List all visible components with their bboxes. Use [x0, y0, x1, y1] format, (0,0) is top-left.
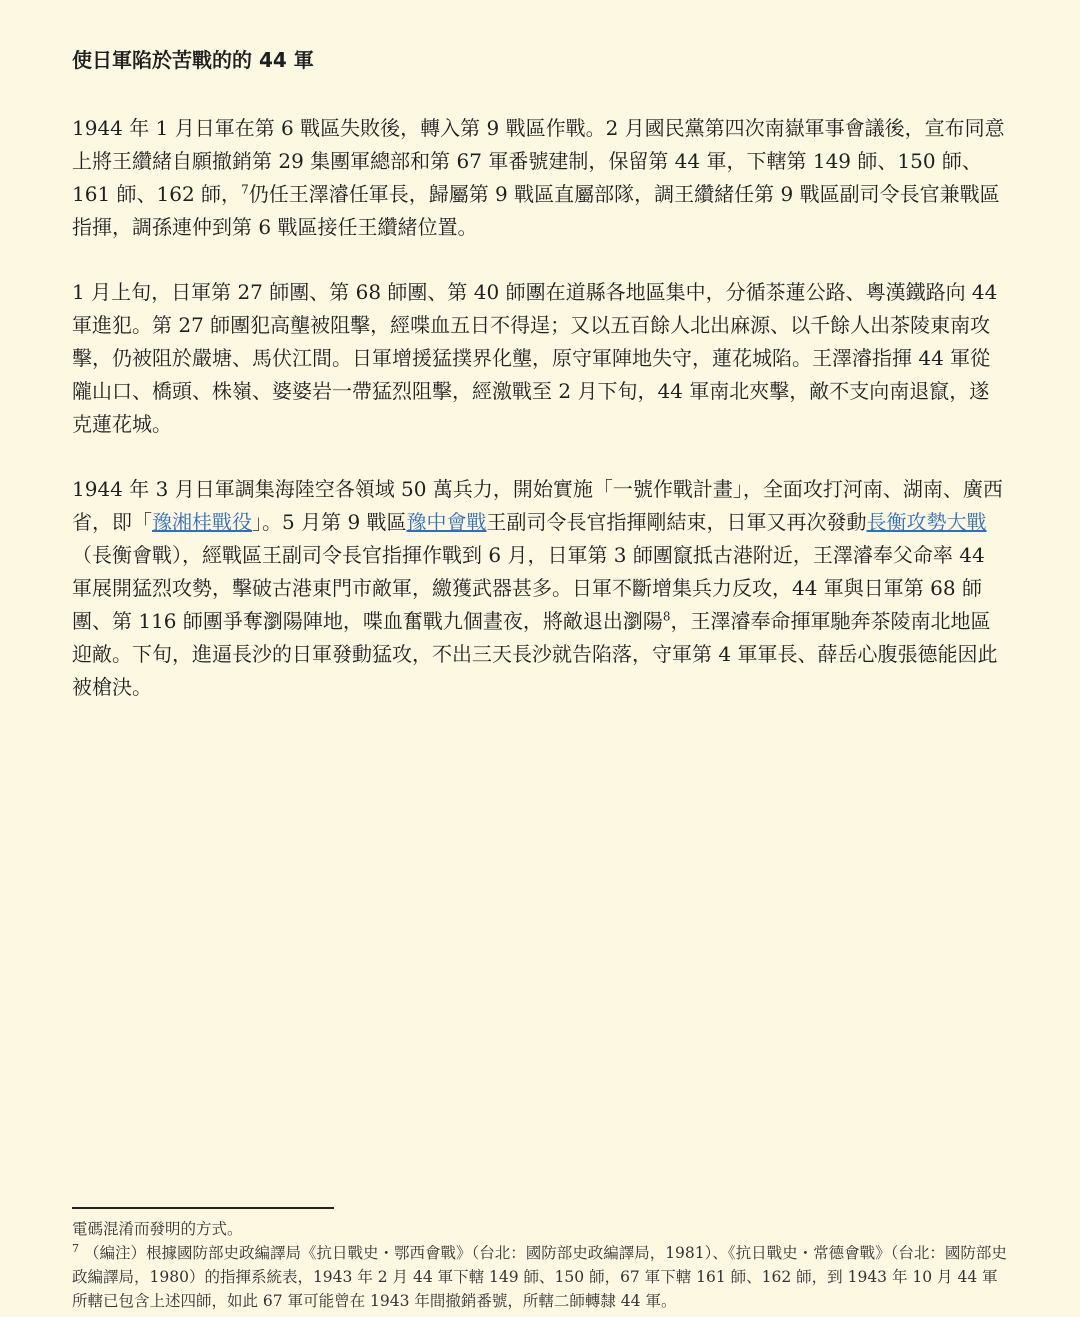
footnote-7-number: 7	[72, 1241, 79, 1255]
footnote-ref-8[interactable]: 8	[662, 609, 671, 624]
paragraph-3-text-5: ，王澤濬奉命揮軍馳奔茶陵南北地區迎敵。下旬，進逼長沙的日軍發動猛攻，不出三天長沙就告陷落，守軍第 4 軍軍長、薛岳心腹張德能因此被槍決。	[72, 609, 998, 699]
paragraph-1-text-a: 1944 年 1 月日軍在第 6 戰區失敗後，轉入第 9 戰區作戰。2 月國民黨第四次南嶽軍事會議後，宣布同意上將王纘緒自願撤銷第 29 集團軍總部和第 67 軍番號建制，保留第 44 軍，下轄第 149 師、150 師、161 師、162 師，	[72, 116, 1005, 206]
footnote-7-text: （編注）根據國防部史政編譯局《抗日戰史・鄂西會戰》（台北：國防部史政編譯局，1981）、《抗日戰史・常德會戰》（台北：國防部史政編譯局，1980）的指揮系統表，1943 年 2 月 44 軍下轄 149 師、150 師，67 軍下轄 161 師、162 師，到 1943 年 10 月 44 軍所轄已包含上述四師，如此 67 軍可能曾在 1943 年間撤銷番號，所轄二師轉隸 44 軍。	[72, 1244, 1007, 1310]
paragraph-3	[72, 473, 1008, 704]
link-yu-xiang-gui-campaign[interactable]: 豫湘桂戰役	[152, 510, 252, 534]
paragraph-3-text-4: （長衡會戰），經戰區王副司令長官指揮作戰到 6 月，日軍第 3 師團竄抵古港附近，王澤濬奉父命率 44 軍展開猛烈攻勢，擊破古港東門市敵軍，繳獲武器甚多。日軍不斷增集兵力反攻，44 軍與日軍第 68 師團、第 116 師團爭奪瀏陽陣地，喋血奮戰九個晝夜，將敵退出瀏陽	[72, 543, 985, 633]
paragraph-1-text-b: 仍任王澤濬任軍長，歸屬第 9 戰區直屬部隊，調王纘緒任第 9 戰區副司令長官兼戰區指揮，調孫連仲到第 6 戰區接任王纘緒位置。	[72, 182, 1000, 239]
footnote-divider	[72, 1207, 334, 1209]
footnote-carryover: 電碼混淆而發明的方式。	[72, 1220, 243, 1238]
paragraph-1	[72, 112, 1008, 244]
link-central-henan-battle[interactable]: 豫中會戰	[406, 510, 487, 534]
footnote-7	[72, 1241, 1008, 1313]
paragraph-3-text-3: 王副司令長官指揮剛結束，日軍又再次發動	[486, 510, 867, 534]
link-changheng-offensive[interactable]: 長衡攻勢大戰	[866, 510, 987, 534]
section-title: 使日軍陷於苦戰的的 44 軍	[72, 48, 314, 72]
document-body	[72, 44, 1008, 704]
footnotes	[72, 1207, 1008, 1313]
paragraph-2: 1 月上旬，日軍第 27 師團、第 68 師團、第 40 師團在道縣各地區集中，分循茶蓮公路、粵漢鐵路向 44 軍進犯。第 27 師團犯高壟被阻擊，經喋血五日不得逞；又以五百餘人北出麻源、以千餘人出茶陵東南攻擊，仍被阻於嚴塘、馬伏江間。日軍增援猛撲界化壟，原守軍陣地失守，蓮花城陷。王澤濬指揮 44 軍從隴山口、橋頭、株嶺、婆婆岩一帶猛烈阻擊，經激戰至 2 月下旬，44 軍南北夾擊，敵不支向南退竄，遂克蓮花城。	[72, 280, 998, 436]
paragraph-3-text-2: 」。5 月第 9 戰區	[252, 510, 407, 534]
paragraph-3-text-1: 1944 年 3 月日軍調集海陸空各領域 50 萬兵力，開始實施「一號作戰計畫」，全面攻打河南、湖南、廣西省，即「	[72, 477, 1003, 534]
footnote-ref-7[interactable]: 7	[241, 182, 249, 197]
